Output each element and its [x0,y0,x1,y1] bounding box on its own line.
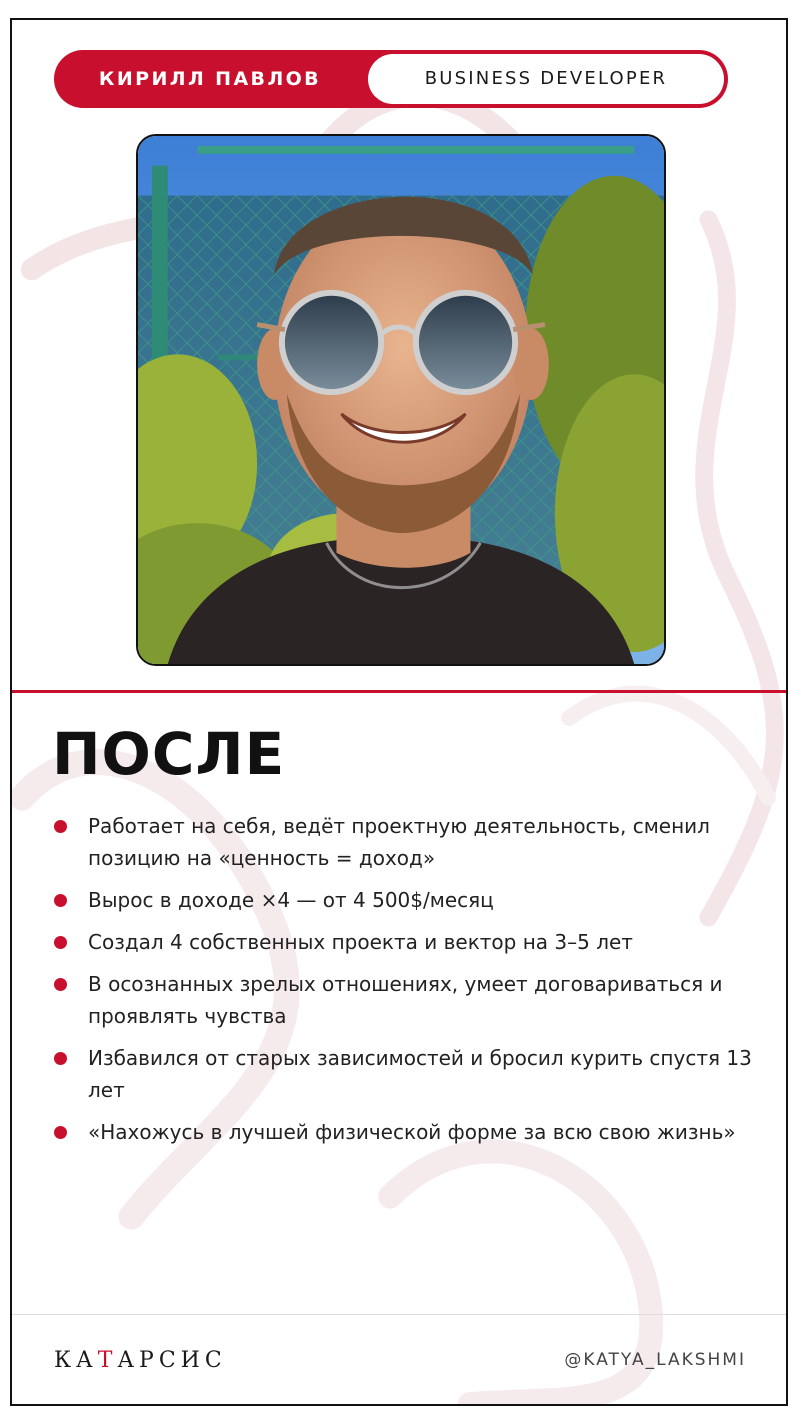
person-name: КИРИЛЛ ПАВЛОВ [98,68,322,90]
bullet-dot-icon [54,1126,67,1139]
list-item [52,926,752,958]
bullet-dot-icon [54,1052,67,1065]
logo-part-2: АРСИС [117,1348,227,1373]
list-item-text: Работает на себя, ведёт проектную деятельность, сменил позицию на «ценность = доход» [88,814,710,870]
list-item-text: «Нахожусь в лучшей физической форме за всю свою жизнь» [88,1120,736,1144]
list-item [52,1042,752,1106]
list-item [52,810,752,874]
list-item [52,968,752,1032]
social-handle-link[interactable]: @KATYA_LAKSHMI [564,1350,746,1370]
name-role-pill [54,50,728,108]
logo-part-1: КА [54,1348,98,1373]
brand-logo [54,1348,227,1373]
list-item [52,1116,752,1148]
section-title: ПОСЛЕ [52,720,286,788]
person-role: BUSINESS DEVELOPER [368,54,724,104]
list-item-text: В осознанных зрелых отношениях, умеет договариваться и проявлять чувства [88,972,723,1028]
list-item-text: Создал 4 собственных проекта и вектор на 3–5 лет [88,930,633,954]
section-divider [12,690,786,693]
footer-divider [12,1314,786,1315]
achievements-list [52,810,752,1158]
portrait-illustration [138,136,664,664]
list-item [52,884,752,916]
portrait-photo [136,134,666,666]
list-item-text: Вырос в доходе ×4 — от 4 500$/месяц [88,888,494,912]
bullet-dot-icon [54,894,67,907]
list-item-text: Избавился от старых зависимостей и бросил курить спустя 13 лет [88,1046,752,1102]
card-frame [10,18,788,1406]
bullet-dot-icon [54,978,67,991]
bullet-dot-icon [54,820,67,833]
logo-accent-letter: Т [97,1348,118,1373]
bullet-dot-icon [54,936,67,949]
